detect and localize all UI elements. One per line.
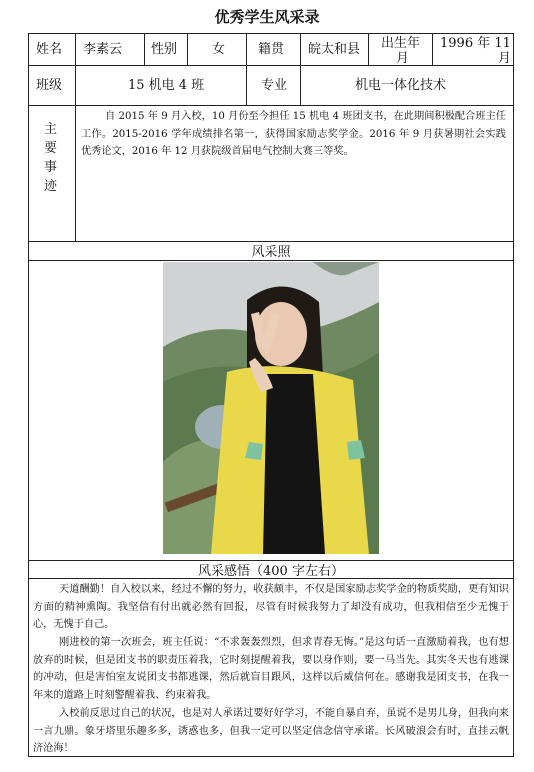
origin-label: 籍贯 [258, 41, 285, 57]
deeds-label-char: 主 [44, 122, 58, 137]
birth-label-line2: 月 [396, 50, 410, 66]
deeds-label-char: 迹 [44, 179, 58, 194]
reflection-paragraph-3: 入校前反思过自己的状况，也是对人承诺过要好好学习，不能自暴自弃，虽说不是男儿身，但我向来一言九鼎。象牙塔里乐趣多多，诱惑也多，但我一定可以坚定信念信守承诺。长风破浪会有时，直挂云帆济沧海！ [33, 708, 509, 754]
name-label: 姓名 [36, 41, 63, 57]
class-value: 15 机电 4 班 [128, 77, 205, 93]
name-value: 李素云 [83, 41, 123, 57]
deeds-label-char: 事 [44, 160, 58, 175]
student-photo-image [163, 262, 379, 554]
page-title: 优秀学生风采录 [214, 8, 320, 26]
major-label: 专业 [261, 77, 288, 93]
gender-value: 女 [212, 41, 226, 57]
major-value: 机电一体化技术 [355, 77, 447, 93]
reflection-paragraph-2: 刚进校的第一次班会，班主任说：“不求轰轰烈烈，但求青春无悔。”是这句话一直激励着我，也有想放弃的时候，但是团支书的职责压着我，它时刻提醒着我，要以身作则，要一马当先。其实冬天也有逃课的冲动，但是害怕室友说团支书都逃课，然后就盲目跟风，这样以后威信何在。感谢我是团支书，在我一年来的道路上时刻警醒着我、约束着我。 [33, 637, 509, 701]
deeds-label [44, 120, 58, 196]
deeds-text: 自 2015 年 9 月入校，10 月份至今担任 15 机电 4 班团支书，在此期间积极配合班主任工作。2015-2016 学年成绩排名第一，获得国家励志奖学金。2016 年 9 月获暑期社会实践优秀论文，2016 年 12 月获院级首届电气控制大赛三等奖。 [81, 111, 506, 157]
gender-label: 性别 [151, 41, 178, 57]
birth-label-line1: 出生年 [381, 35, 421, 51]
reflection-section-label: 风采感悟（400 字左右） [198, 563, 344, 579]
origin-value: 皖太和县 [308, 41, 361, 57]
photo-section-label: 风采照 [251, 244, 291, 260]
reflection-paragraph-1: 天道酬勤！自入校以来，经过不懈的努力，收获颇丰，不仅是国家励志奖学金的物质奖励，更有知识方面的精神熏陶。我坚信有付出就必然有回报，尽管有时候我努力了却没有成功，但我相信至少无愧于心，无愧于自己。 [33, 584, 509, 630]
student-photo [163, 262, 379, 554]
birth-value-line1: 1996 年 11 [440, 35, 511, 51]
deeds-label-char: 要 [44, 141, 58, 156]
birth-value-line2: 月 [498, 50, 512, 66]
class-label: 班级 [36, 77, 63, 93]
